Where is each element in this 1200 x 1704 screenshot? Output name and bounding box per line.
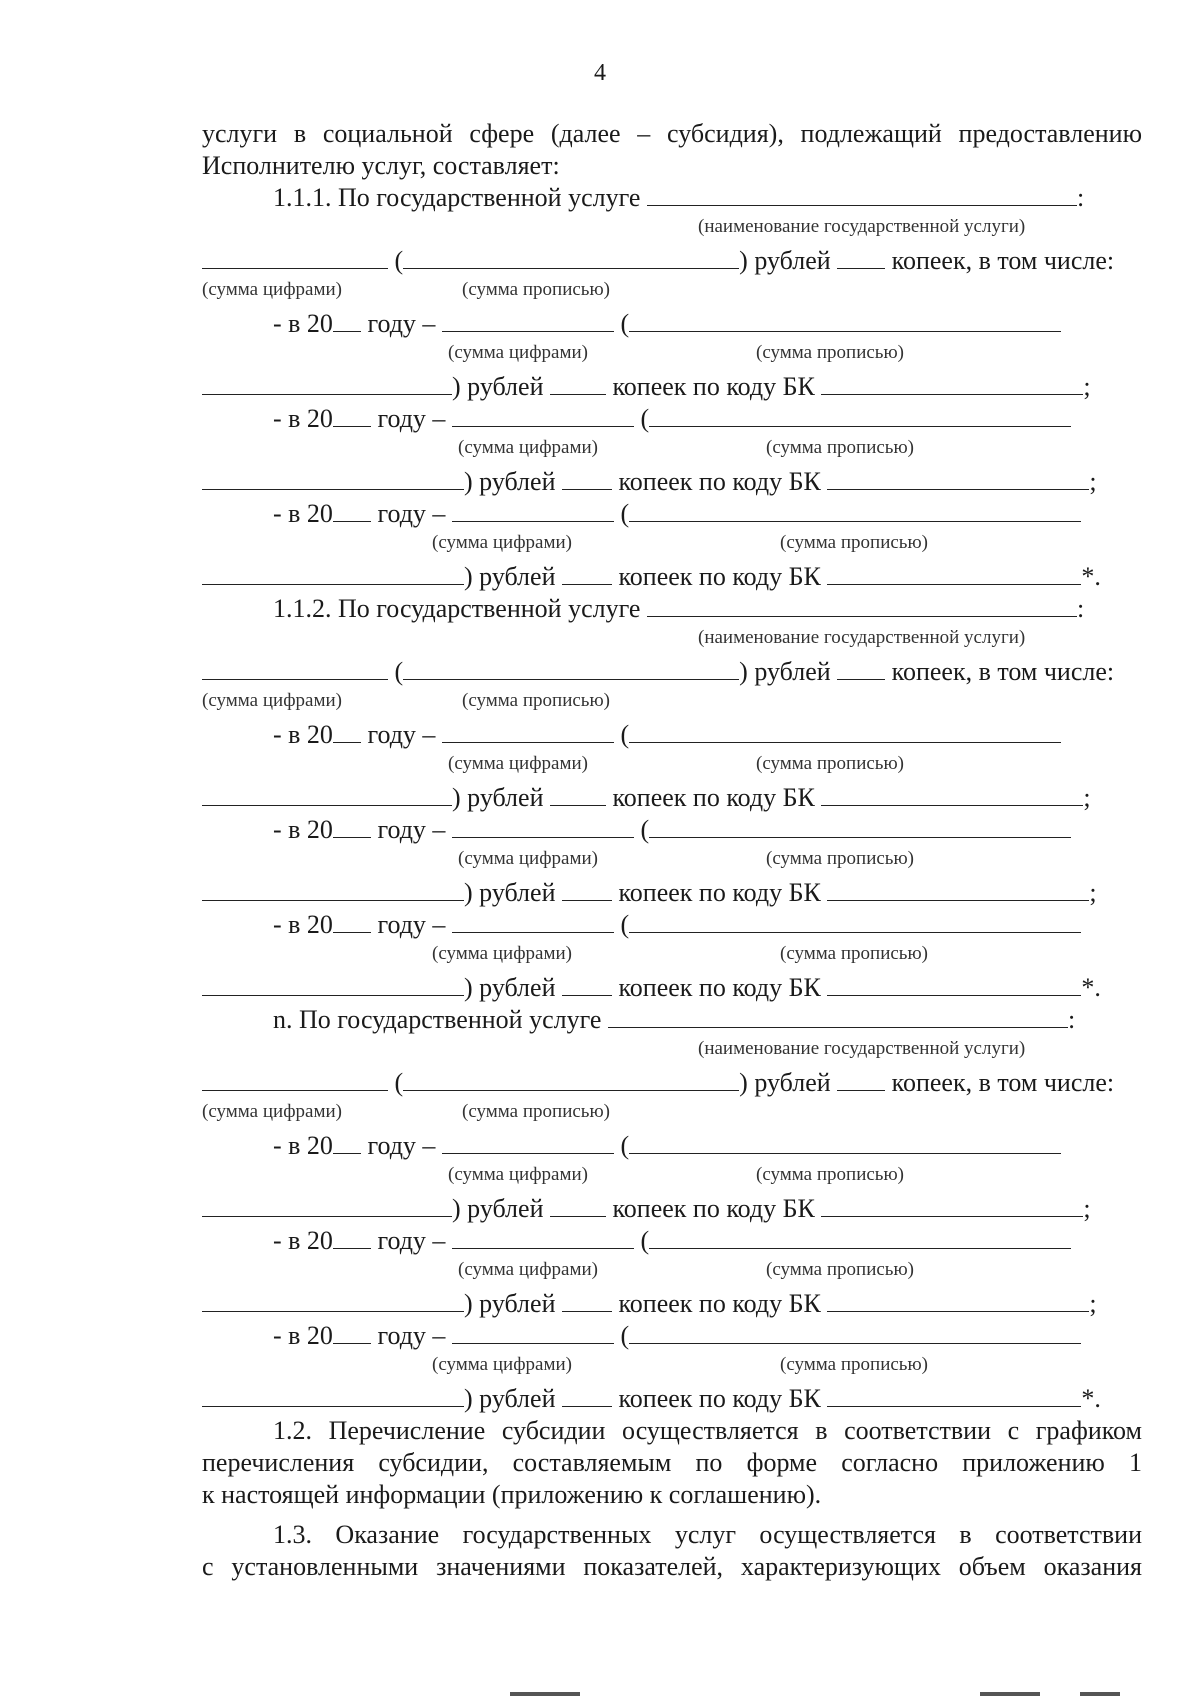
open-paren: ( [620,720,630,749]
sum-digits-caption: (сумма цифрами) [202,1101,342,1122]
scan-edge-marks [0,1692,1200,1698]
section-total-line-1 [202,245,1142,277]
sum-digits-caption: (сумма цифрами) [448,342,588,363]
year-prefix: - в 20 [273,720,333,749]
bk-code-blank[interactable] [821,783,1083,806]
section-total-line-2 [202,656,1142,688]
bk-code-blank[interactable] [827,467,1089,490]
sum-digits-caption: (сумма цифрами) [202,279,342,300]
bk-code-blank[interactable] [821,372,1083,395]
line-end-mark: ; [1083,372,1091,401]
bk-code-blank[interactable] [827,562,1081,585]
year-line [202,909,1142,941]
sum-words-caption: (сумма прописью) [780,1354,928,1375]
total-caption-row [202,1099,1142,1130]
year-sum-words-blank[interactable] [629,309,1061,332]
year-caption-row [202,846,1142,877]
year-suffix: году – [377,910,446,939]
kopecks-blank[interactable] [562,973,612,996]
rubles-label: ) рублей [452,1194,544,1223]
bk-code-blank[interactable] [827,878,1089,901]
bk-code-blank[interactable] [827,973,1081,996]
service-sections [202,182,1142,1415]
heading-colon: : [1076,183,1085,212]
rubles-label: ) рублей [464,1384,556,1413]
kopecks-bk-label: копеек по коду БК [618,878,821,907]
rubles-label: ) рублей [464,973,556,1002]
kopecks-blank[interactable] [837,1068,885,1091]
intro-line-2: Исполнителю услуг, составляет: [202,151,560,180]
year-line [202,814,1142,846]
rubles-bk-line [202,1383,1142,1415]
year-suffix: году – [377,1226,446,1255]
para-1-2-line-3: к настоящей информации (приложению к соглашению). [202,1480,822,1509]
rubles-label: ) рублей [739,246,831,275]
rubles-label: ) рублей [464,562,556,591]
year-sum-words-blank[interactable] [629,720,1061,743]
year-sum-words-blank[interactable] [629,1131,1061,1154]
year-prefix: - в 20 [273,815,333,844]
rubles-bk-line [202,877,1142,909]
para-1-2-line-1: 1.2. Перечисление субсидии осуществляется в соответствии с графиком [273,1416,1142,1445]
sum-digits-caption: (сумма цифрами) [432,1354,572,1375]
year-prefix: - в 20 [273,1226,333,1255]
sum-words-caption: (сумма прописью) [756,1164,904,1185]
line-end-mark: ; [1089,467,1097,496]
kopecks-bk-label: копеек по коду БК [612,372,815,401]
line-end-mark: *. [1081,1384,1101,1413]
service-name-caption-row [202,625,1142,656]
year-line [202,719,1142,751]
year-caption-row [202,530,1142,561]
kopecks-including-label: копеек, в том числе: [891,246,1115,275]
kopecks-blank[interactable] [562,467,612,490]
sum-digits-caption: (сумма цифрами) [432,532,572,553]
rubles-label: ) рублей [464,878,556,907]
year-sum-words-blank[interactable] [649,404,1071,427]
kopecks-blank[interactable] [550,372,606,395]
year-line [202,1225,1142,1257]
year-suffix: году – [367,720,436,749]
year-sum-words-cont-blank[interactable] [202,973,464,996]
kopecks-blank[interactable] [562,1289,612,1312]
open-paren: ( [394,1068,404,1097]
open-paren: ( [394,657,404,686]
year-line [202,403,1142,435]
sum-digits-caption: (сумма цифрами) [458,1259,598,1280]
year-blank[interactable] [333,815,371,838]
total-caption-row [202,688,1142,719]
sum-digits-caption: (сумма цифрами) [458,437,598,458]
kopecks-blank[interactable] [562,1384,612,1407]
year-sum-words-cont-blank[interactable] [202,1384,464,1407]
sum-words-caption: (сумма прописью) [780,532,928,553]
year-suffix: году – [377,499,446,528]
line-end-mark: ; [1089,878,1097,907]
rubles-label: ) рублей [464,467,556,496]
year-sum-words-cont-blank[interactable] [202,562,464,585]
open-paren: ( [640,404,650,433]
year-sum-words-blank[interactable] [649,815,1071,838]
kopecks-blank[interactable] [837,246,885,269]
year-sum-words-blank[interactable] [629,910,1081,933]
line-end-mark: ; [1083,1194,1091,1223]
sum-digits-caption: (сумма цифрами) [458,848,598,869]
year-blank[interactable] [333,404,371,427]
kopecks-blank[interactable] [550,783,606,806]
year-blank[interactable] [333,720,361,743]
line-end-mark: ; [1083,783,1091,812]
year-caption-row [202,1162,1142,1193]
open-paren: ( [620,910,630,939]
page-number: 4 [594,60,606,86]
sum-digits-caption: (сумма цифрами) [202,690,342,711]
service-name-caption: (наименование государственной услуги) [698,627,1026,648]
sum-words-caption: (сумма прописью) [462,690,610,711]
section-heading-label: 1.1.2. По государственной услуге [273,594,641,623]
year-line [202,498,1142,530]
rubles-label: ) рублей [739,1068,831,1097]
sum-words-caption: (сумма прописью) [780,943,928,964]
year-caption-row [202,435,1142,466]
sum-digits-caption: (сумма цифрами) [448,1164,588,1185]
open-paren: ( [620,309,630,338]
year-blank[interactable] [333,1226,371,1249]
year-sum-digits-blank[interactable] [452,910,614,933]
sum-digits-blank[interactable] [202,657,388,680]
year-prefix: - в 20 [273,404,333,433]
year-line [202,1130,1142,1162]
year-sum-digits-blank[interactable] [442,720,614,743]
open-paren: ( [640,1226,650,1255]
bk-code-blank[interactable] [827,1289,1089,1312]
sum-words-blank[interactable] [403,1068,739,1091]
bk-code-blank[interactable] [827,1384,1081,1407]
year-sum-words-blank[interactable] [649,1226,1071,1249]
intro-line-1: услуги в социальной сфере (далее – субсидия), подлежащий предоставлению [202,119,1142,148]
year-sum-digits-blank[interactable] [452,499,614,522]
rubles-bk-line [202,972,1142,1004]
year-caption-row [202,1352,1142,1383]
year-sum-words-cont-blank[interactable] [202,878,464,901]
kopecks-blank[interactable] [562,878,612,901]
year-sum-words-blank[interactable] [629,1321,1081,1344]
year-line [202,308,1142,340]
rubles-bk-line [202,1193,1142,1225]
kopecks-including-label: копеек, в том числе: [891,657,1115,686]
year-sum-digits-blank[interactable] [442,1131,614,1154]
year-sum-words-cont-blank[interactable] [202,783,452,806]
sum-digits-caption: (сумма цифрами) [432,943,572,964]
rubles-label: ) рублей [739,657,831,686]
rubles-bk-line [202,561,1142,593]
service-name-blank[interactable] [608,1005,1068,1028]
year-suffix: году – [367,309,436,338]
line-end-mark: ; [1089,1289,1097,1318]
heading-colon: : [1076,594,1085,623]
open-paren: ( [640,815,650,844]
para-1-3-line-1: 1.3. Оказание государственных услуг осуществляется в соответствии [273,1520,1142,1549]
year-blank[interactable] [333,910,371,933]
para-1-2-line-2: перечисления субсидии, составляемым по форме согласно приложению 1 [202,1448,1142,1477]
kopecks-bk-label: копеек по коду БК [618,1289,821,1318]
year-blank[interactable] [333,1131,361,1154]
year-prefix: - в 20 [273,499,333,528]
line-end-mark: *. [1081,973,1101,1002]
service-name-caption-row [202,214,1142,245]
para-1-3-line-2: с установленными значениями показателей, характеризующих объем оказания [202,1552,1142,1581]
kopecks-bk-label: копеек по коду БК [612,1194,815,1223]
open-paren: ( [620,499,630,528]
kopecks-bk-label: копеек по коду БК [618,1384,821,1413]
year-sum-digits-blank[interactable] [452,815,634,838]
sum-digits-blank[interactable] [202,1068,388,1091]
year-sum-digits-blank[interactable] [452,1321,614,1344]
year-suffix: году – [377,815,446,844]
kopecks-bk-label: копеек по коду БК [618,467,821,496]
sum-words-caption: (сумма прописью) [766,1259,914,1280]
section-heading-1 [202,182,1142,214]
sum-words-blank[interactable] [403,246,739,269]
document-body [202,118,1142,1583]
rubles-label: ) рублей [464,1289,556,1318]
year-sum-digits-blank[interactable] [442,309,614,332]
service-name-blank[interactable] [647,183,1077,206]
section-heading-2 [202,593,1142,625]
rubles-bk-line [202,371,1142,403]
sum-words-caption: (сумма прописью) [756,342,904,363]
year-sum-digits-blank[interactable] [452,1226,634,1249]
kopecks-bk-label: копеек по коду БК [618,562,821,591]
section-heading-3 [202,1004,1142,1036]
kopecks-including-label: копеек, в том числе: [891,1068,1115,1097]
year-line [202,1320,1142,1352]
year-caption-row [202,941,1142,972]
sum-words-blank[interactable] [403,657,739,680]
kopecks-bk-label: копеек по коду БК [618,973,821,1002]
year-prefix: - в 20 [273,309,333,338]
year-blank[interactable] [333,1321,371,1344]
heading-colon: : [1067,1005,1076,1034]
line-end-mark: *. [1081,562,1101,591]
sum-words-caption: (сумма прописью) [766,848,914,869]
section-heading-label: n. По государственной услуге [273,1005,602,1034]
year-prefix: - в 20 [273,1131,333,1160]
sum-words-caption: (сумма прописью) [756,753,904,774]
year-prefix: - в 20 [273,1321,333,1350]
sum-digits-blank[interactable] [202,246,388,269]
year-blank[interactable] [333,309,361,332]
year-caption-row [202,1257,1142,1288]
sum-words-caption: (сумма прописью) [766,437,914,458]
open-paren: ( [620,1131,630,1160]
sum-digits-caption: (сумма цифрами) [448,753,588,774]
kopecks-bk-label: копеек по коду БК [612,783,815,812]
year-sum-words-cont-blank[interactable] [202,1289,464,1312]
year-caption-row [202,751,1142,782]
year-sum-words-blank[interactable] [629,499,1081,522]
service-name-blank[interactable] [647,594,1077,617]
sum-words-caption: (сумма прописью) [462,279,610,300]
year-prefix: - в 20 [273,910,333,939]
kopecks-blank[interactable] [562,562,612,585]
year-sum-words-cont-blank[interactable] [202,372,452,395]
open-paren: ( [394,246,404,275]
section-heading-label: 1.1.1. По государственной услуге [273,183,641,212]
year-suffix: году – [377,404,446,433]
year-caption-row [202,340,1142,371]
year-suffix: году – [377,1321,446,1350]
year-blank[interactable] [333,499,371,522]
total-caption-row [202,277,1142,308]
bk-code-blank[interactable] [821,1194,1083,1217]
rubles-bk-line [202,466,1142,498]
sum-words-caption: (сумма прописью) [462,1101,610,1122]
rubles-bk-line [202,1288,1142,1320]
service-name-caption: (наименование государственной услуги) [698,216,1026,237]
service-name-caption-row [202,1036,1142,1067]
kopecks-blank[interactable] [837,657,885,680]
year-sum-digits-blank[interactable] [452,404,634,427]
year-sum-words-cont-blank[interactable] [202,1194,452,1217]
rubles-label: ) рублей [452,372,544,401]
kopecks-blank[interactable] [550,1194,606,1217]
service-name-caption: (наименование государственной услуги) [698,1038,1026,1059]
open-paren: ( [620,1321,630,1350]
rubles-bk-line [202,782,1142,814]
year-sum-words-cont-blank[interactable] [202,467,464,490]
year-suffix: году – [367,1131,436,1160]
section-total-line-3 [202,1067,1142,1099]
rubles-label: ) рублей [452,783,544,812]
